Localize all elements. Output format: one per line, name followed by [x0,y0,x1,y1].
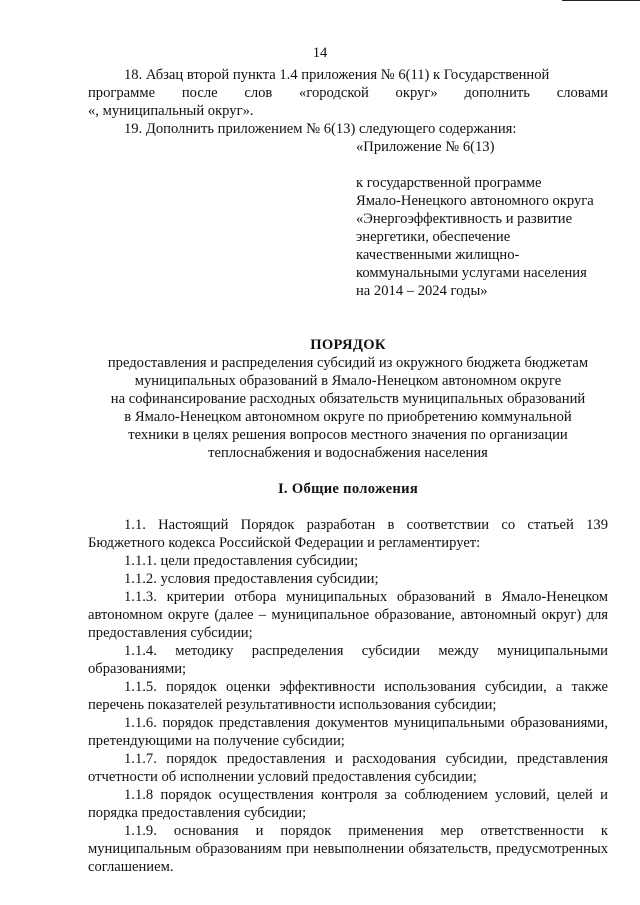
order-subtitle-line: предоставления и распределения субсидий из окружного бюджета бюджетам [107,355,589,371]
order-title: ПОРЯДОК [310,337,386,353]
appendix-line: на 2014 – 2024 годы» [356,283,488,299]
order-subtitle [88,354,608,462]
document-body [88,66,608,876]
section-1-heading: I. Общие положения [277,481,419,497]
appendix-line: энергетики, обеспечение [356,229,511,245]
clause-1-1-8: 1.1.8 порядок осуществления контроля за соблюдением условий, целей и порядка предоставления субсидии; [88,787,608,821]
appendix-heading: «Приложение № 6(13) [356,139,495,155]
clause-1-1-2: 1.1.2. условия предоставления субсидии; [124,571,379,587]
clause-1-1-3: 1.1.3. критерии отбора муниципальных образований в Ямало-Ненецком автономном округе (далее – муниципальное образование, автономный округ) для предоставления субсидии; [88,589,608,641]
top-rule [562,0,640,1]
order-subtitle-line: теплоснабжения и водоснабжения населения [208,445,488,461]
para-19: 19. Дополнить приложением № 6(13) следующего содержания: [124,121,517,137]
appendix-line: «Энергоэффективность и развитие [356,211,573,227]
order-subtitle-line: муниципальных образований в Ямало-Ненецком автономном округе [134,373,562,389]
clause-1-1-6: 1.1.6. порядок представления документов муниципальными образованиями, претендующими на получение субсидии; [88,715,608,749]
para-18-line-2: программе после слов «городской округ» дополнить словами [88,85,608,101]
appendix-line: к государственной программе [356,175,542,191]
para-18-line-1: 18. Абзац второй пункта 1.4 приложения № 6(11) к Государственной [124,67,550,83]
page-number: 14 [312,45,328,61]
order-subtitle-line: на софинансирование расходных обязательств муниципальных образований [110,391,586,407]
appendix-line: качественными жилищно- [356,247,520,263]
clause-1-1-5: 1.1.5. порядок оценки эффективности использования субсидии, а также перечень показателей результативности использования субсидии; [88,679,608,713]
appendix-header [356,138,608,300]
clause-1-1-4: 1.1.4. методику распределения субсидии между муниципальными образованиями; [88,643,608,677]
order-subtitle-line: техники в целях решения вопросов местного значения по организации [128,427,568,443]
para-18-line-3: «, муниципальный округ». [88,103,254,119]
appendix-line: коммунальными услугами населения [356,265,587,281]
clause-1-1: 1.1. Настоящий Порядок разработан в соответствии со статьей 139 Бюджетного кодекса Российской Федерации и регламентирует: [88,517,608,551]
order-subtitle-line: в Ямало-Ненецком автономном округе по приобретению коммунальной [124,409,572,425]
clause-1-1-1: 1.1.1. цели предоставления субсидии; [124,553,359,569]
clause-1-1-7: 1.1.7. порядок предоставления и расходования субсидии, представления отчетности об исполнении условий предоставления субсидии; [88,751,608,785]
clause-1-1-9: 1.1.9. основания и порядок применения мер ответственности к муниципальным образованиям при невыполнении обязательств, предусмотренных соглашением. [88,823,608,875]
appendix-line: Ямало-Ненецкого автономного округа [356,193,594,209]
